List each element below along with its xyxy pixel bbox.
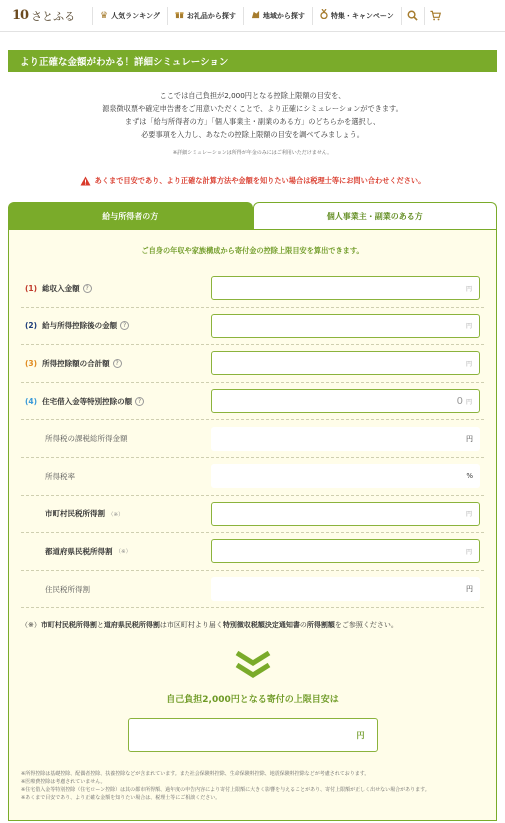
row-total-deductions [21, 345, 484, 383]
map-icon [251, 10, 260, 22]
double-chevron-down-icon [9, 650, 496, 680]
page-title: より正確な金額がわかる！詳細シミュレーション [8, 50, 497, 72]
help-icon[interactable]: ? [135, 397, 144, 406]
medal-icon [320, 9, 328, 22]
row-label: 住民税所得割 [45, 584, 90, 594]
row-income-tax-rate [21, 458, 484, 496]
cart-button[interactable] [424, 7, 447, 25]
municipal-tax-input[interactable] [211, 502, 480, 526]
global-nav [92, 0, 505, 31]
result-unit: 円 [356, 730, 365, 740]
gift-icon [175, 10, 184, 22]
row-number: (2) [25, 321, 38, 331]
nav-gifts[interactable] [167, 7, 243, 25]
field-unit: 円 [465, 323, 472, 331]
note-text: の [299, 621, 307, 630]
intro-line: 必要事項を入力し、あなたの控除上限額の目安を調べてみましょう。 [141, 130, 364, 139]
row-label: 所得税の課税総所得金額 [45, 434, 128, 444]
row-taxable-income [21, 420, 484, 458]
disclaimer-line: ※あくまで目安であり、より正確な金額を知りたい場合は、税理士等にご相談ください。 [21, 795, 221, 802]
warning-text: あくまで目安であり、より正確な計算方法や金額を知りたい場合は税理士等にお問い合わせください。 [94, 176, 426, 185]
warning-message [0, 176, 505, 186]
note-bold: 特別徴収税額決定通知書 [222, 621, 300, 630]
housing-loan-input[interactable] [211, 389, 480, 413]
note-text: は市区町村より届く [159, 621, 223, 630]
result-label: 自己負担2,000円となる寄付の上限目安は [166, 695, 339, 706]
note-bold: 市町村民税所得割 [40, 621, 97, 630]
note-prefix: （※） [21, 621, 41, 630]
crown-icon: ♛ [100, 10, 109, 21]
warning-icon [80, 176, 91, 186]
note-text: をご参照ください。 [334, 621, 398, 630]
note-text: と [96, 621, 104, 630]
field-value: 0 [456, 395, 463, 407]
row-label: 給与所得控除後の金額 [42, 321, 118, 331]
logo-text: さとふる [31, 9, 76, 23]
row-label: 総収入金額 [42, 283, 80, 293]
field-unit: 円 [465, 398, 472, 406]
row-label: 都道府県民税所得割 [45, 546, 113, 556]
prefectural-tax-input[interactable] [211, 539, 480, 563]
nav-gifts-label: お礼品から探す [186, 11, 236, 20]
help-icon[interactable]: ? [120, 321, 129, 330]
field-unit: 円 [465, 285, 472, 293]
row-housing-loan [21, 383, 484, 421]
intro-line: 源泉徴収票や確定申告書をご用意いただくことで、より正確にシミュレーションができます。 [102, 104, 403, 113]
row-resident-tax [21, 571, 484, 609]
help-icon[interactable]: ? [113, 359, 122, 368]
row-prefectural-tax [21, 533, 484, 571]
tab-salary-earner[interactable]: 給与所得者の方 [8, 202, 253, 229]
nav-region[interactable] [243, 7, 312, 25]
field-unit: 円 [466, 434, 473, 443]
total-deductions-input[interactable] [211, 351, 480, 375]
taxable-income-output [211, 427, 480, 451]
result-output [128, 718, 378, 752]
intro-text [0, 89, 505, 141]
note-bold: 道府県民税所得割 [103, 621, 160, 630]
intro-line: まずは「給与所得者の方」「個人事業主・副業のある方」のどちらかを選択し、 [124, 117, 381, 126]
nav-campaign[interactable] [312, 7, 401, 25]
nav-campaign-label: 特集・キャンペーン [330, 11, 394, 20]
field-unit: 円 [465, 360, 472, 368]
field-unit: % [466, 472, 473, 481]
note-bold: 所得割額 [306, 621, 335, 630]
intro-note: ※詳細シミュレーションは所得が年金のみにはご利用いただけません。 [172, 150, 333, 156]
panel-lead: ご自身の年収や家族構成から寄付金の控除上限目安を算出できます。 [141, 246, 364, 255]
field-unit: 円 [466, 585, 473, 594]
search-button[interactable] [401, 7, 424, 25]
field-unit: 円 [465, 511, 472, 519]
disclaimers [21, 770, 484, 802]
logo-mark: 10 [12, 8, 29, 23]
note-mark: （※） [108, 511, 124, 518]
site-logo[interactable] [0, 0, 92, 31]
note-mark: （※） [115, 549, 132, 556]
site-header [0, 0, 505, 32]
row-salary-after-deduction [21, 308, 484, 346]
row-label: 住宅借入金等特別控除の額 [42, 396, 133, 406]
tax-notice-note [21, 620, 484, 630]
simulation-panel [8, 229, 497, 821]
nav-ranking-label: 人気ランキング [111, 11, 160, 20]
nav-region-label: 地域から探す [262, 11, 305, 20]
resident-tax-output [211, 577, 480, 601]
total-income-input[interactable] [211, 276, 480, 300]
row-label: 所得控除額の合計額 [42, 358, 110, 368]
simulation-tabs [8, 202, 497, 229]
row-municipal-tax [21, 496, 484, 534]
salary-after-deduction-input[interactable] [211, 314, 480, 338]
search-icon [407, 10, 418, 21]
income-tax-rate-output [211, 464, 480, 488]
disclaimer-line: ※住宅借入金等特別控除（住宅ローン控除）は其の都市所得額、過年度の申告内容により寄付上限額に大きく影響を与えることがあり、寄付上限額が正しく出せない場合があります。 [21, 787, 430, 794]
cart-icon [430, 10, 441, 21]
disclaimer-line: ※所得控除は基礎控除、配偶者控除、扶養控除などが含まれています。また社会保険料控除、生命保険料控除、地震保険料控除などが考慮されております。 [21, 771, 370, 778]
row-label: 所得税率 [45, 471, 75, 481]
row-number: (1) [25, 283, 38, 293]
nav-ranking[interactable] [92, 7, 167, 25]
tab-self-employed[interactable]: 個人事業主・副業のある方 [253, 202, 498, 229]
row-total-income [21, 270, 484, 308]
intro-line: ここでは自己負担が2,000円となる控除上限額の目安を、 [159, 91, 346, 100]
row-number: (4) [25, 396, 38, 406]
disclaimer-line: ※医療費控除は考慮されていません。 [21, 779, 106, 786]
field-unit: 円 [465, 548, 472, 556]
help-icon[interactable]: ? [83, 284, 92, 293]
row-label: 市町村民税所得割 [45, 509, 105, 519]
row-number: (3) [25, 358, 38, 368]
input-rows [21, 270, 484, 608]
